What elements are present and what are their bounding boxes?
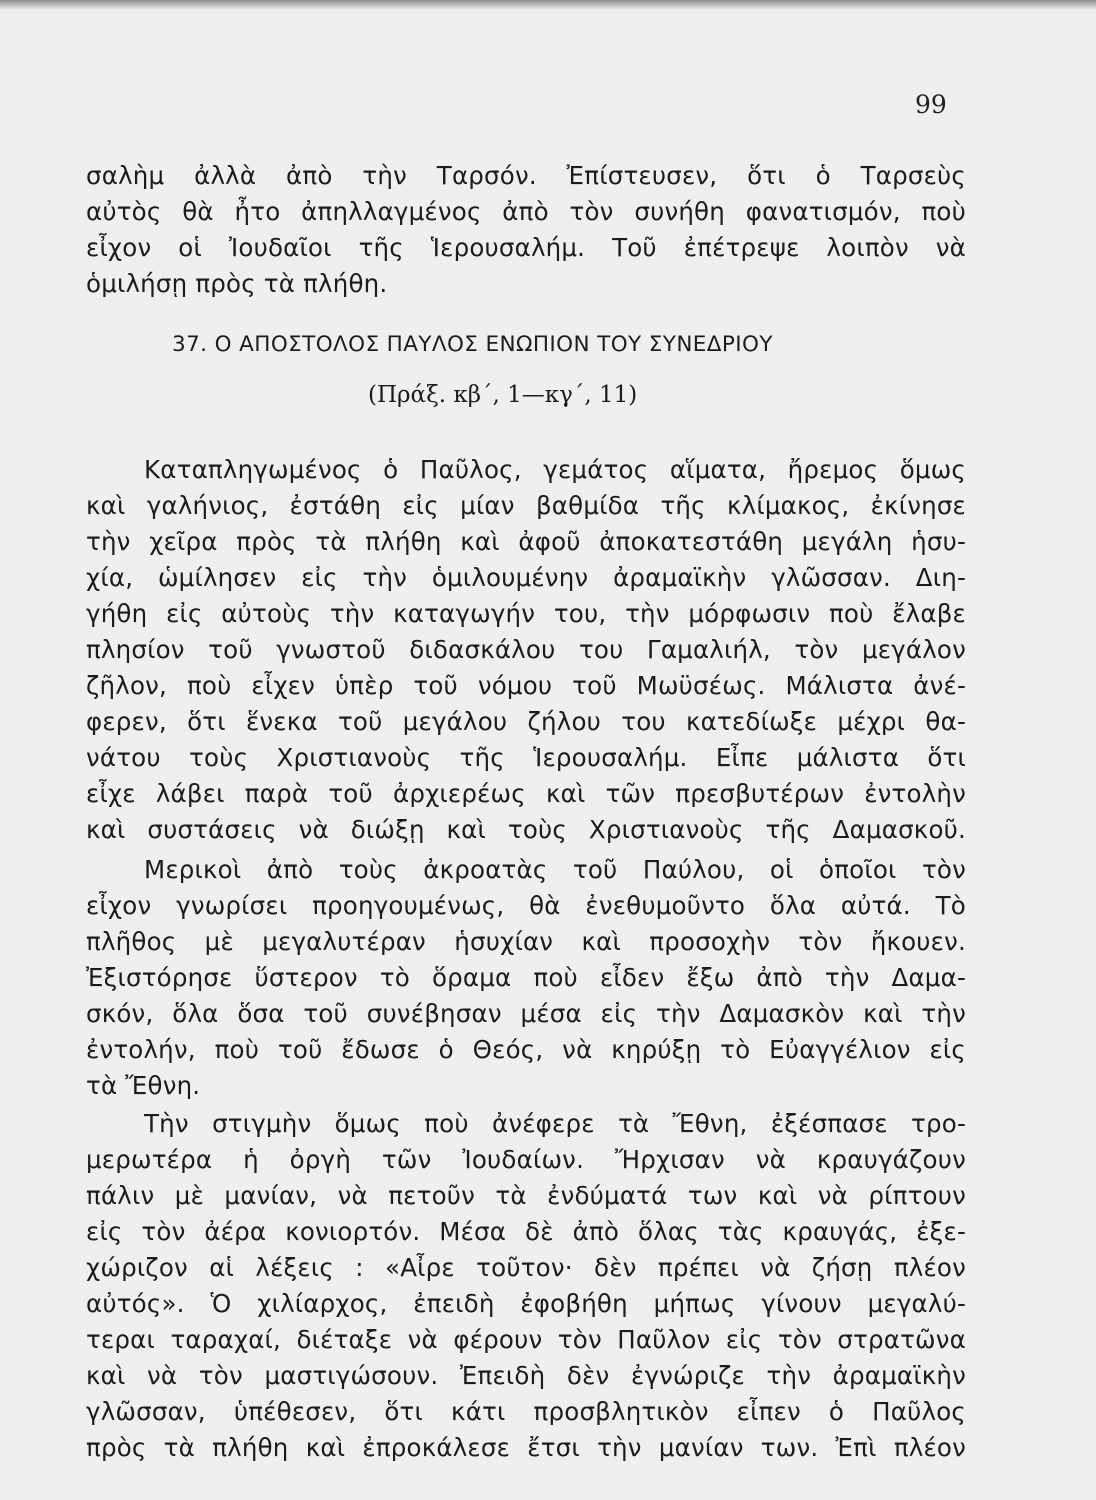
text-line: νάτου τοὺς Χριστιανοὺς τῆς Ἱερουσαλήμ. Εἶπε μάλιστα ὅτι — [86, 743, 966, 772]
text-line: χώριζον αἱ λέξεις : «Αἶρε τοῦτον· δὲν πρέπει νὰ ζήσῃ πλέον — [86, 1253, 966, 1282]
text-line: τὴν χεῖρα πρὸς τὰ πλήθη καὶ ἀφοῦ ἀποκατεστάθη μεγάλη ἡσυ- — [86, 527, 966, 556]
text-line: αὐτὸς θὰ ἦτο ἀπηλλαγμένος ἀπὸ τὸν συνήθη φανατισμόν, ποὺ — [86, 197, 966, 226]
page-number: 99 — [915, 90, 947, 119]
text-line: εἶχον γνωρίσει προηγουμένως, θὰ ἐνεθυμοῦντο ὅλα αὐτά. Τὸ — [86, 891, 966, 920]
chapter-reference: (Πράξ. κβ΄, 1—κγ΄, 11) — [368, 382, 638, 408]
body-paragraph — [86, 452, 966, 848]
text-line: Ἐξιστόρησε ὕστερον τὸ ὅραμα ποὺ εἶδεν ἔξω ἀπὸ τὴν Δαμα- — [86, 963, 966, 992]
text-line: πλησίον τοῦ γνωστοῦ διδασκάλου του Γαμαλιήλ, τὸν μεγάλον — [86, 635, 966, 664]
text-line: Μερικοὶ ἀπὸ τοὺς ἀκροατὰς τοῦ Παύλου, οἱ ὁποῖοι τὸν — [144, 855, 966, 884]
text-line: χία, ὡμίλησεν εἰς τὴν ὁμιλουμένην ἀραμαϊκὴν γλῶσσαν. Διη- — [86, 563, 966, 592]
text-line: εἶχε λάβει παρὰ τοῦ ἀρχιερέως καὶ τῶν πρεσβυτέρων ἐντολὴν — [86, 779, 966, 808]
text-line: εἶχον οἱ Ἰουδαῖοι τῆς Ἱερουσαλήμ. Τοῦ ἐπέτρεψε λοιπὸν νὰ — [86, 233, 966, 262]
text-line: τεραι ταραχαί, διέταξε νὰ φέρουν τὸν Παῦλον εἰς τὸν στρατῶνα — [86, 1325, 966, 1354]
text-line: πλῆθος μὲ μεγαλυτέραν ἡσυχίαν καὶ προσοχὴν τὸν ἤκουεν. — [86, 927, 966, 956]
text-line: πρὸς τὰ πλήθη καὶ ἐπροκάλεσε ἔτσι τὴν μανίαν των. Ἐπὶ πλέον — [86, 1433, 966, 1462]
text-line: ὁμιλήσῃ πρὸς τὰ πλήθη. — [86, 269, 388, 298]
text-line: καὶ γαλήνιος, ἐστάθη εἰς μίαν βαθμίδα τῆς κλίμακος, ἐκίνησε — [86, 491, 966, 520]
text-line: σαλὴμ ἀλλὰ ἀπὸ τὴν Ταρσόν. Ἐπίστευσεν, ὅτι ὁ Ταρσεὺς — [86, 161, 966, 190]
text-line: φερεν, ὅτι ἕνεκα τοῦ μεγάλου ζήλου του κατεδίωξε μέχρι θα- — [86, 707, 966, 736]
text-line: καὶ νὰ τὸν μαστιγώσουν. Ἐπειδὴ δὲν ἐγνώριζε τὴν ἀραμαϊκὴν — [86, 1361, 966, 1390]
text-line: πάλιν μὲ μανίαν, νὰ πετοῦν τὰ ἐνδύματά των καὶ νὰ ρίπτουν — [86, 1181, 966, 1210]
text-line: μερωτέρα ἡ ὀργὴ τῶν Ἰουδαίων. Ἤρχισαν νὰ κραυγάζουν — [86, 1145, 966, 1174]
text-line: Καταπληγωμένος ὁ Παῦλος, γεμάτος αἵματα, ἤρεμος ὅμως — [144, 455, 966, 484]
text-line: τὰ Ἔθνη. — [86, 1071, 201, 1100]
text-line: γλῶσσαν, ὑπέθεσεν, ὅτι κάτι προσβλητικὸν εἶπεν ὁ Παῦλος — [86, 1397, 966, 1426]
text-line: ζῆλον, ποὺ εἶχεν ὑπὲρ τοῦ νόμου τοῦ Μωϋσέως. Μάλιστα ἀνέ- — [86, 671, 966, 700]
text-line: καὶ συστάσεις νὰ διώξῃ καὶ τοὺς Χριστιανοὺς τῆς Δαμασκοῦ. — [86, 815, 966, 844]
text-line: εἰς τὸν ἀέρα κονιορτόν. Μέσα δὲ ἀπὸ ὅλας τὰς κραυγάς, ἐξε- — [86, 1217, 966, 1246]
text-line: Τὴν στιγμὴν ὅμως ποὺ ἀνέφερε τὰ Ἔθνη, ἐξέσπασε τρο- — [144, 1109, 966, 1138]
body-paragraph — [86, 1106, 966, 1466]
chapter-heading: 37. Ο ΑΠΟΣΤΟΛΟΣ ΠΑΥΛΟΣ ΕΝΩΠΙΟΝ ΤΟΥ ΣΥΝΕΔΡΙΟΥ — [172, 332, 773, 357]
text-line: αὐτός». Ὁ χιλίαρχος, ἐπειδὴ ἐφοβήθη μήπως γίνουν μεγαλύ- — [86, 1289, 966, 1318]
intro-paragraph — [86, 158, 966, 302]
text-line: ἐντολήν, ποὺ τοῦ ἔδωσε ὁ Θεός, νὰ κηρύξῃ τὸ Εὐαγγέλιον εἰς — [86, 1035, 966, 1064]
body-paragraph — [86, 852, 966, 1104]
text-line: σκόν, ὅλα ὅσα τοῦ συνέβησαν μέσα εἰς τὴν Δαμασκὸν καὶ τὴν — [86, 999, 966, 1028]
text-line: γήθη εἰς αὐτοὺς τὴν καταγωγήν του, τὴν μόρφωσιν ποὺ ἔλαβε — [86, 599, 966, 628]
